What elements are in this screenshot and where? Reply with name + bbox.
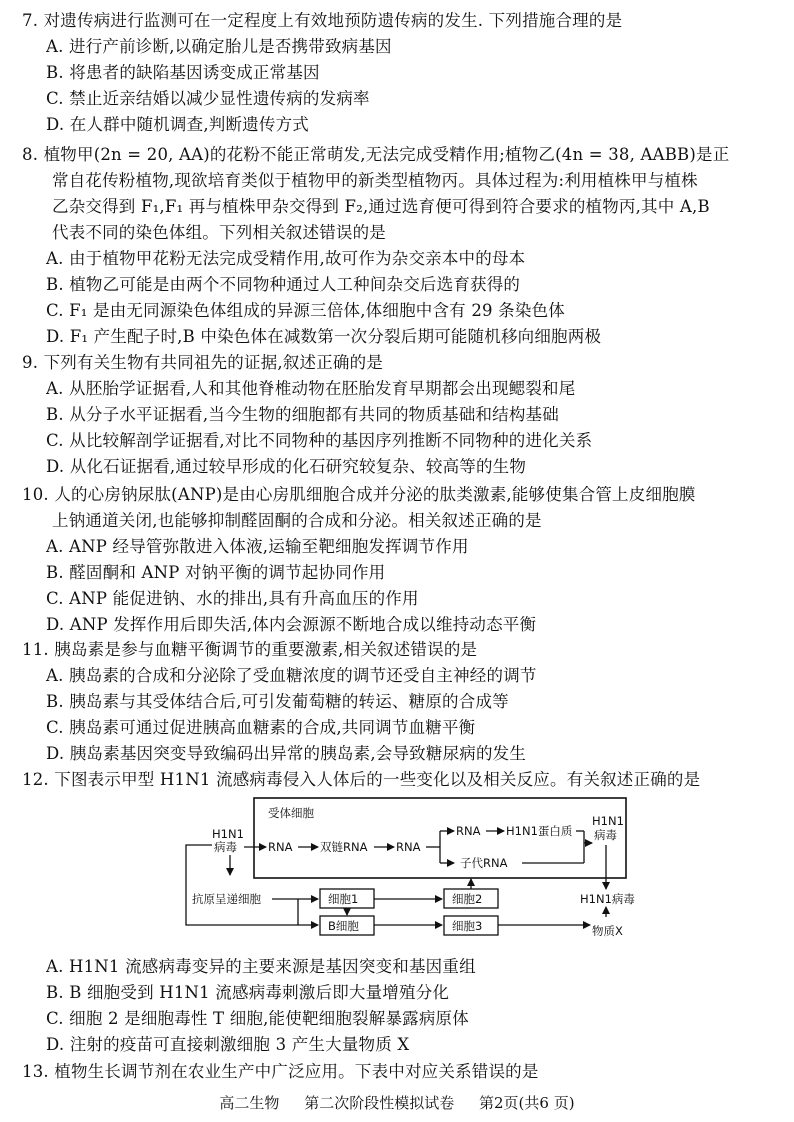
question-8-stem-line-3: 乙杂交得到 F₁,F₁ 再与植株甲杂交得到 F₂,通过选育便可得到符合要求的植物丙,其中 A,B (52, 197, 710, 216)
host-cell-label: 受体细胞 (268, 806, 314, 820)
cell3-label: 细胞3 (452, 919, 483, 933)
question-12 (22, 767, 777, 793)
rna3-label: RNA (456, 824, 481, 838)
question-11-option-c: C. 胰岛素可通过促进胰高血糖素的合成,共同调节血糖平衡 (46, 718, 476, 737)
question-9-option-a: A. 从胚胎学证据看,人和其他脊椎动物在胚胎发育早期都会出现鳃裂和尾 (46, 379, 576, 398)
question-7-stem: 7. 对遗传病进行监测可在一定程度上有效地预防遗传病的发生. 下列措施合理的是 (22, 11, 623, 30)
question-11-option-b: B. 胰岛素与其受体结合后,可引发葡萄糖的转运、糖原的合成等 (46, 692, 509, 711)
virus-right-label: H1N1病毒 (580, 892, 635, 906)
question-10 (22, 482, 777, 638)
substance-x-label: 物质X (592, 924, 623, 938)
question-7-option-a: A. 进行产前诊断,以确定胎儿是否携带致病基因 (46, 37, 392, 56)
protein-label: H1N1蛋白质 (506, 824, 573, 838)
question-10-stem-line-1: 10. 人的心房钠尿肽(ANP)是由心房肌细胞合成并分泌的肽类激素,能够使集合管上皮细胞膜 (22, 485, 696, 504)
question-7 (22, 8, 777, 138)
rna-label: RNA (268, 840, 293, 854)
question-8 (22, 142, 777, 350)
question-10-stem-line-2: 上钠通道关闭,也能够抑制醛固酮的合成和分泌。相关叙述正确的是 (52, 511, 542, 530)
rna2-label: RNA (396, 840, 421, 854)
question-12-option-a: A. H1N1 流感病毒变异的主要来源是基因突变和基因重组 (46, 957, 476, 976)
question-12-stem: 12. 下图表示甲型 H1N1 流感病毒侵入人体后的一些变化以及相关反应。有关叙述正确的是 (22, 770, 701, 789)
question-11-stem: 11. 胰岛素是参与血糖平衡调节的重要激素,相关叙述错误的是 (22, 640, 478, 659)
question-8-option-c: C. F₁ 是由无同源染色体组成的异源三倍体,体细胞中含有 29 条染色体 (46, 301, 565, 320)
progeny-rna-label: 子代RNA (460, 856, 508, 870)
footer-subject: 高二生物 (219, 1094, 280, 1112)
question-10-option-b: B. 醛固酮和 ANP 对钠平衡的调节起协同作用 (46, 563, 386, 582)
question-11-option-a: A. 胰岛素的合成和分泌除了受血糖浓度的调节还受自主神经的调节 (46, 666, 537, 685)
virus-out-label-1: H1N1 (592, 814, 624, 828)
cell2-label: 细胞2 (452, 892, 483, 906)
question-8-option-b: B. 植物乙可能是由两个不同物种通过人工种间杂交后选育获得的 (46, 275, 521, 294)
question-12-option-c: C. 细胞 2 是细胞毒性 T 细胞,能使靶细胞裂解暴露病原体 (46, 1009, 469, 1028)
question-8-stem-line-2: 常自花传粉植物,现欲培育类似于植物甲的新类型植物丙。具体过程为:利用植株甲与植株 (52, 171, 698, 190)
virus-in-label-1: H1N1 (212, 827, 244, 841)
footer-page-number: 第2页(共6 页) (479, 1094, 575, 1112)
question-10-option-c: C. ANP 能促进钠、水的排出,具有升高血压的作用 (46, 589, 419, 608)
question-7-option-d: D. 在人群中随机调查,判断遗传方式 (46, 115, 309, 134)
question-9-option-b: B. 从分子水平证据看,当今生物的细胞都有共同的物质基础和结构基础 (46, 405, 559, 424)
question-7-option-c: C. 禁止近亲结婚以减少显性遗传病的发病率 (46, 89, 370, 108)
question-9 (22, 350, 777, 480)
question-9-option-c: C. 从比较解剖学证据看,对比不同物种的基因序列推断不同物种的进化关系 (46, 431, 593, 450)
question-13 (22, 1059, 777, 1085)
cell1-label: 细胞1 (328, 892, 359, 906)
question-10-option-d: D. ANP 发挥作用后即失活,体内会源源不断地合成以维持动态平衡 (46, 615, 537, 634)
question-8-option-a: A. 由于植物甲花粉无法完成受精作用,故可作为杂交亲本中的母本 (46, 249, 526, 268)
question-8-stem-line-4: 代表不同的染色体组。下列相关叙述错误的是 (52, 223, 386, 242)
question-11 (22, 637, 777, 767)
question-9-option-d: D. 从化石证据看,通过较早形成的化石研究较复杂、较高等的生物 (46, 457, 527, 476)
virus-out-label-2: 病毒 (594, 828, 617, 842)
question-12-options (22, 954, 777, 1058)
bcell-label: B细胞 (328, 919, 359, 933)
question-10-option-a: A. ANP 经导管弥散进入体液,运输至靶细胞发挥调节作用 (46, 537, 469, 556)
apc-label: 抗原呈递细胞 (192, 892, 261, 906)
question-7-option-b: B. 将患者的缺陷基因诱变成正常基因 (46, 63, 320, 82)
question-9-stem: 9. 下列有关生物有共同祖先的证据,叙述正确的是 (22, 353, 384, 372)
virus-in-label-2: 病毒 (214, 840, 237, 854)
question-11-option-d: D. 胰岛素基因突变导致编码出异常的胰岛素,会导致糖尿病的发生 (46, 744, 527, 763)
question-13-stem: 13. 植物生长调节剂在农业生产中广泛应用。下表中对应关系错误的是 (22, 1062, 539, 1081)
page-footer (0, 1092, 794, 1114)
question-8-option-d: D. F₁ 产生配子时,B 中染色体在减数第一次分裂后期可能随机移向细胞两极 (46, 327, 602, 346)
h1n1-immune-diagram (178, 795, 638, 947)
question-12-option-d: D. 注射的疫苗可直接刺激细胞 3 产生大量物质 X (46, 1035, 410, 1054)
diagram-svg (178, 795, 638, 947)
footer-exam: 第二次阶段性模拟试卷 (304, 1094, 455, 1112)
question-12-option-b: B. B 细胞受到 H1N1 流感病毒刺激后即大量增殖分化 (46, 983, 450, 1002)
question-8-stem-line-1: 8. 植物甲(2n = 20, AA)的花粉不能正常萌发,无法完成受精作用;植物乙(4n = 38, AABB)是正 (22, 145, 730, 164)
dsrna-label: 双链RNA (320, 840, 368, 854)
